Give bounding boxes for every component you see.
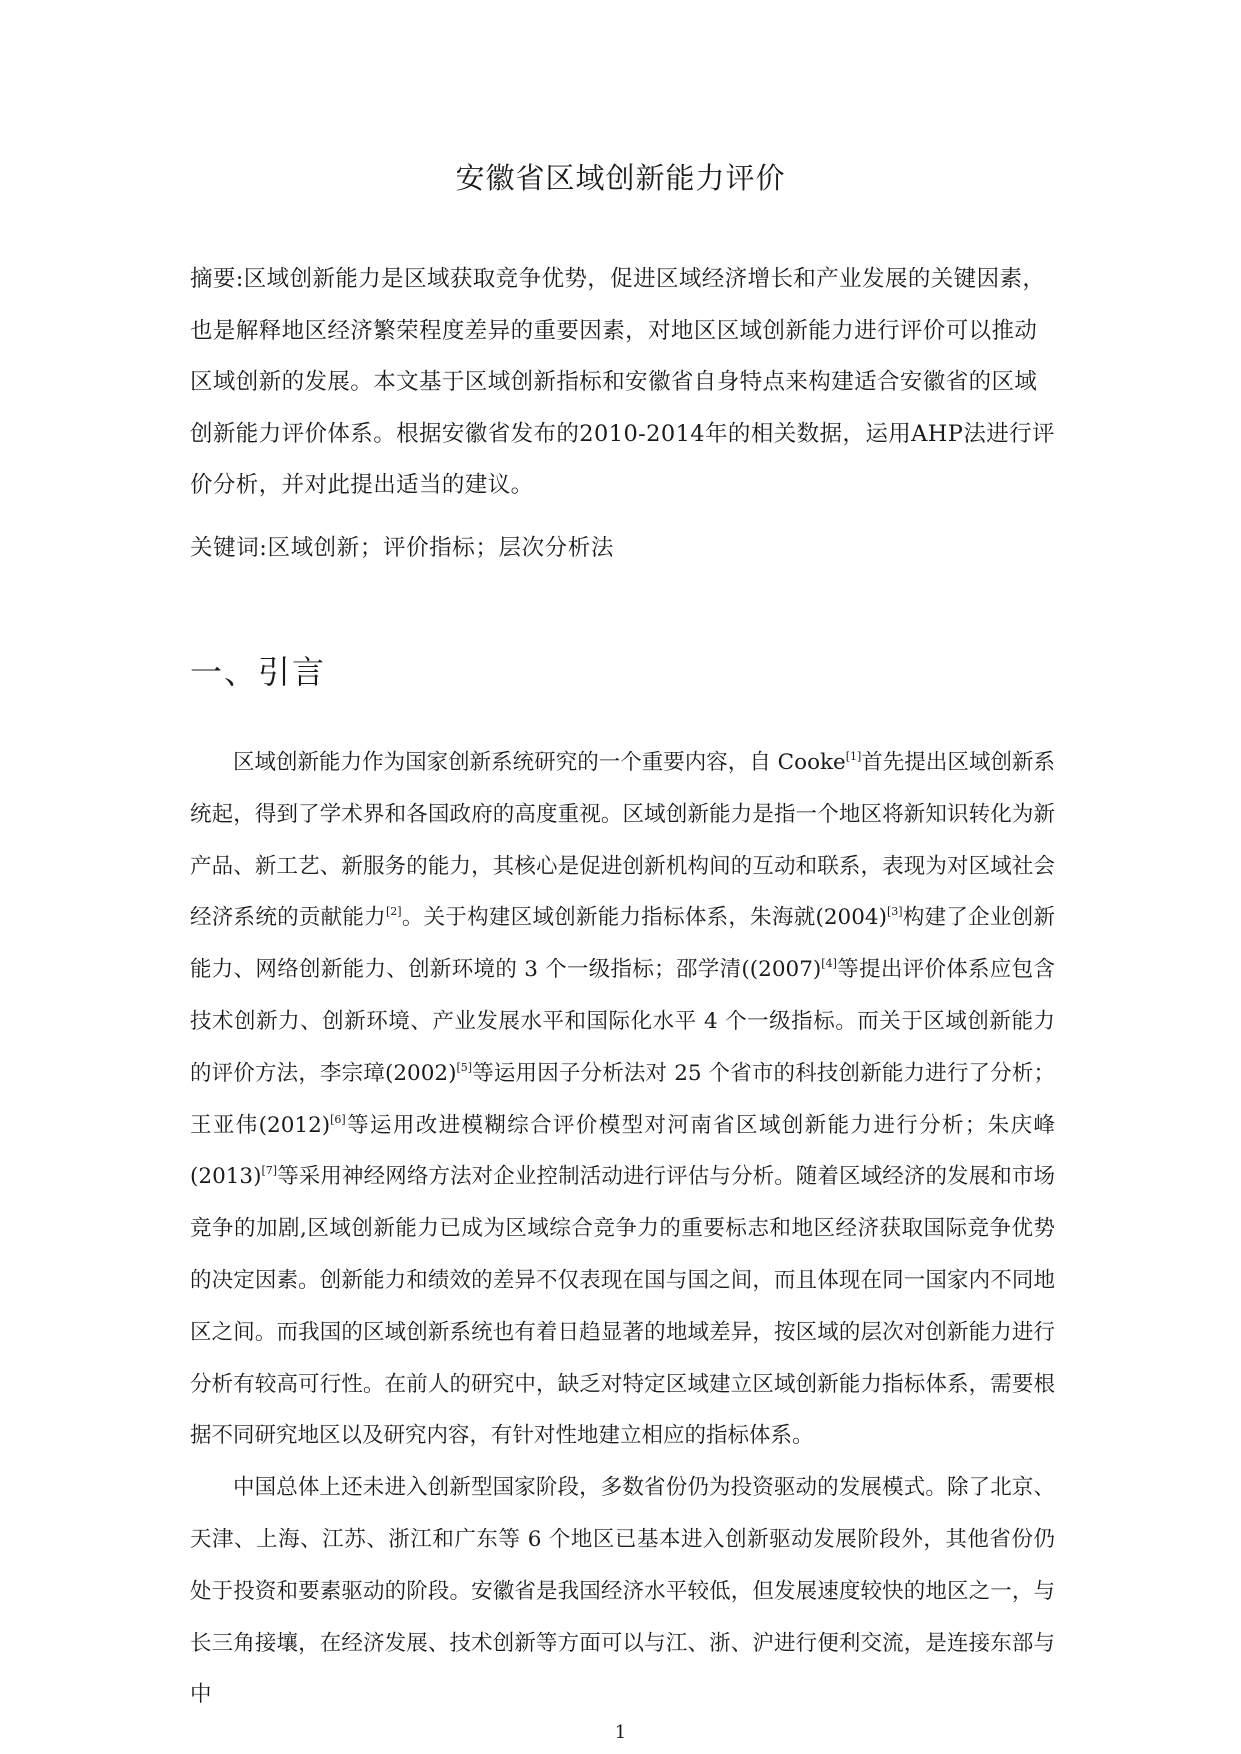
citation-ref: [4] [821, 957, 837, 971]
body-paragraph-1 [190, 737, 1055, 1462]
keywords: 关键词:区域创新；评价指标；层次分析法 [190, 535, 614, 561]
citation-ref: [2] [385, 905, 402, 919]
citation-ref: [6] [330, 1112, 346, 1126]
citation-ref: [1] [845, 750, 862, 763]
text-run: 等采用神经网络方法对企业控制活动进行评估与分析。随着区域经济的发展和市场竞争的加剧,区域创新能力已成为区域综合竞争力的重要标志和地区经济获取国际竞争优势的决定因素。创新能力和绩效的差异不仅表现在国与国之间，而且体现在同一国家内不同地区之间。而我国的区域创新系统也有着日趋显著的地域差异，按区域的层次对创新能力进行分析有较高可行性。在前人的研究中，缺乏对特定区域建立区域创新能力指标体系，需要根据不同研究地区以及研究内容，有针对性地建立相应的指标体系。 [190, 1164, 1055, 1449]
abstract-text: 摘要:区域创新能力是区域获取竞争优势，促进区域经济增长和产业发展的关键因素，也是解释地区经济繁荣程度差异的重要因素，对地区区域创新能力进行评价可以推动区域创新的发展。本文基于区域创新指标和安徽省自身特点来构建适合安徽省的区域创新能力评价体系。根据安徽省发布的2010-2014年的相关数据，运用AHP法进行评价分析，并对此提出适当的建议。 [190, 266, 1055, 498]
section-heading: 一、引言 [190, 653, 327, 691]
text-run: 区域创新能力作为国家创新系统研究的一个重要内容，自 Cooke [233, 750, 846, 775]
text-run: 等运用改进模糊综合评价模型对河南省区域创新能力进行分析；朱庆峰(2013) [190, 1112, 1055, 1190]
page-number: 1 [614, 1722, 627, 1743]
text-run: 首先提出区域创新系统起，得到了学术界和各国政府的高度重视。区域创新能力是指一个地区将新知识转化为新产品、新工艺、新服务的能力，其核心是促进创新机构间的互动和联系，表现为对区域社会经济系统的贡献能力 [190, 750, 1055, 931]
section-body [190, 737, 1055, 1721]
text-run: 等提出评价体系应包含技术创新力、创新环境、产业发展水平和国际化水平 4 个一级指标。而关于区域创新能力的评价方法，李宗璋(2002) [190, 957, 1055, 1086]
text-run: 。关于构建区域创新能力指标体系，朱海就(2004) [401, 905, 887, 931]
text-run: 等运用因子分析法对 25 个省市的科技创新能力进行了分析；王亚伟(2012) [190, 1060, 1055, 1138]
paper-title: 安徽省区域创新能力评价 [455, 161, 786, 195]
text-run: 构建了企业创新能力、网络创新能力、创新环境的 3 个一级指标；邵学清((2007) [190, 905, 1055, 983]
body-paragraph-2: 中国总体上还未进入创新型国家阶段，多数省份仍为投资驱动的发展模式。除了北京、天津、上海、江苏、浙江和广东等 6 个地区已基本进入创新驱动发展阶段外，其他省份仍处于投资和要素驱动的阶段。安徽省是我国经济水平较低，但发展速度较快的地区之一，与长三角接壤，在经济发展、技术创新等方面可以与江、浙、沪进行便利交流，是连接东部与中 [190, 1475, 1055, 1708]
citation-ref: [3] [886, 905, 903, 919]
abstract [190, 254, 1055, 512]
citation-ref: [5] [456, 1060, 473, 1074]
citation-ref: [7] [261, 1164, 278, 1178]
